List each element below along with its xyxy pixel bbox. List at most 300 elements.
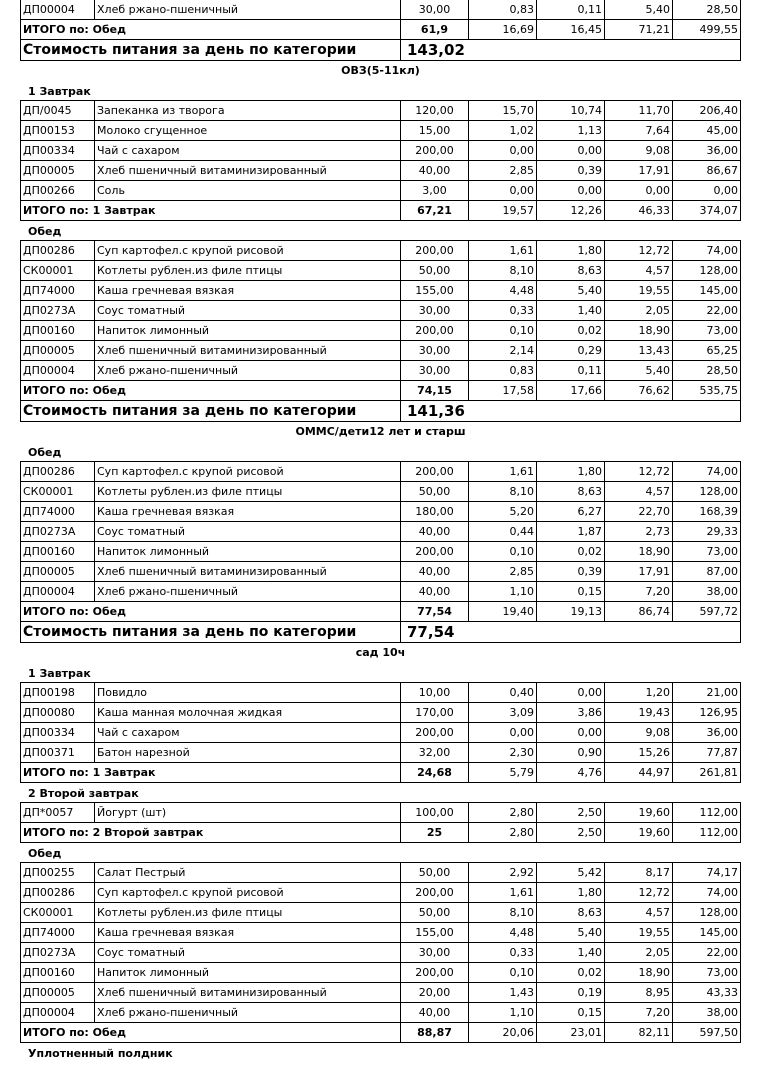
dish-portion: 155,00 — [401, 923, 469, 943]
dish-row — [21, 963, 741, 983]
dish-portion: 200,00 — [401, 963, 469, 983]
total-carbs: 44,97 — [605, 763, 673, 783]
dish-row — [21, 522, 741, 542]
total-price: 25 — [401, 823, 469, 843]
dish-calories: 22,00 — [673, 943, 741, 963]
dish-proteins: 0,40 — [469, 683, 537, 703]
total-label: ИТОГО по: 1 Завтрак — [21, 763, 401, 783]
meal-table — [20, 240, 741, 422]
dish-calories: 73,00 — [673, 963, 741, 983]
dish-proteins: 0,33 — [469, 943, 537, 963]
dish-portion: 40,00 — [401, 582, 469, 602]
dish-portion: 180,00 — [401, 502, 469, 522]
dish-proteins: 0,33 — [469, 301, 537, 321]
dish-row — [21, 462, 741, 482]
dish-row — [21, 582, 741, 602]
total-label: ИТОГО по: Обед — [21, 1023, 401, 1043]
dish-proteins: 4,48 — [469, 281, 537, 301]
dish-code: ДП00286 — [21, 883, 95, 903]
dish-calories: 74,00 — [673, 462, 741, 482]
dish-portion: 200,00 — [401, 883, 469, 903]
dish-calories: 43,33 — [673, 983, 741, 1003]
dish-portion: 120,00 — [401, 101, 469, 121]
dish-name: Повидло — [95, 683, 401, 703]
dish-portion: 15,00 — [401, 121, 469, 141]
dish-fats: 0,39 — [537, 562, 605, 582]
dish-carbs: 4,57 — [605, 903, 673, 923]
dish-name: Соль — [95, 181, 401, 201]
total-carbs: 86,74 — [605, 602, 673, 622]
dish-code: ДП00005 — [21, 161, 95, 181]
dish-calories: 0,00 — [673, 181, 741, 201]
dish-portion: 200,00 — [401, 542, 469, 562]
category-title: ОВЗ(5-11кл) — [341, 64, 420, 77]
meal-table — [20, 461, 741, 643]
dish-fats: 0,39 — [537, 161, 605, 181]
total-fats: 4,76 — [537, 763, 605, 783]
dish-row — [21, 863, 741, 883]
dish-calories: 74,00 — [673, 241, 741, 261]
dish-calories: 128,00 — [673, 903, 741, 923]
dish-carbs: 18,90 — [605, 963, 673, 983]
dish-carbs: 9,08 — [605, 723, 673, 743]
meal-title: 1 Завтрак — [28, 667, 91, 680]
meal-table — [20, 100, 741, 221]
dish-row — [21, 502, 741, 522]
dish-proteins: 2,80 — [469, 803, 537, 823]
dish-calories: 22,00 — [673, 301, 741, 321]
dish-calories: 126,95 — [673, 703, 741, 723]
dish-code: ДП74000 — [21, 502, 95, 522]
dish-calories: 36,00 — [673, 723, 741, 743]
total-row — [21, 763, 741, 783]
dish-calories: 36,00 — [673, 141, 741, 161]
total-calories: 535,75 — [673, 381, 741, 401]
dish-portion: 3,00 — [401, 181, 469, 201]
dish-fats: 8,63 — [537, 482, 605, 502]
dish-calories: 128,00 — [673, 261, 741, 281]
meal-title: Обед — [28, 225, 62, 238]
dish-fats: 0,00 — [537, 723, 605, 743]
dish-calories: 38,00 — [673, 1003, 741, 1023]
dish-code: ДП74000 — [21, 281, 95, 301]
dish-proteins: 1,10 — [469, 1003, 537, 1023]
category-section — [20, 643, 741, 1062]
dish-portion: 20,00 — [401, 983, 469, 1003]
dish-proteins: 0,00 — [469, 181, 537, 201]
dish-code: ДП00286 — [21, 462, 95, 482]
dish-carbs: 8,17 — [605, 863, 673, 883]
total-row — [21, 602, 741, 622]
dish-row — [21, 542, 741, 562]
dish-carbs: 12,72 — [605, 883, 673, 903]
dish-portion: 40,00 — [401, 522, 469, 542]
dish-code: ДП00371 — [21, 743, 95, 763]
dish-code: ДП0273А — [21, 522, 95, 542]
dish-carbs: 4,57 — [605, 261, 673, 281]
meal-table — [20, 802, 741, 843]
dish-calories: 77,87 — [673, 743, 741, 763]
dish-name: Каша гречневая вязкая — [95, 923, 401, 943]
dish-fats: 0,11 — [537, 361, 605, 381]
dish-carbs: 1,20 — [605, 683, 673, 703]
dish-row — [21, 141, 741, 161]
dish-proteins: 1,61 — [469, 462, 537, 482]
dish-carbs: 0,00 — [605, 181, 673, 201]
total-label: ИТОГО по: Обед — [21, 20, 401, 40]
dish-name: Хлеб пшеничный витаминизированный — [95, 562, 401, 582]
total-fats: 16,45 — [537, 20, 605, 40]
dish-carbs: 4,57 — [605, 482, 673, 502]
dish-proteins: 5,20 — [469, 502, 537, 522]
total-calories: 112,00 — [673, 823, 741, 843]
dish-carbs: 12,72 — [605, 241, 673, 261]
dish-portion: 30,00 — [401, 943, 469, 963]
total-price: 88,87 — [401, 1023, 469, 1043]
dish-fats: 10,74 — [537, 101, 605, 121]
dish-fats: 0,90 — [537, 743, 605, 763]
dish-row — [21, 281, 741, 301]
total-price: 67,21 — [401, 201, 469, 221]
dish-name: Каша манная молочная жидкая — [95, 703, 401, 723]
dish-proteins: 0,83 — [469, 0, 537, 20]
dish-proteins: 2,85 — [469, 161, 537, 181]
dish-code: ДП00153 — [21, 121, 95, 141]
dish-carbs: 12,72 — [605, 462, 673, 482]
dish-proteins: 0,00 — [469, 723, 537, 743]
category-title: сад 10ч — [355, 646, 406, 659]
dish-code: ДП00160 — [21, 963, 95, 983]
dish-name: Хлеб ржано-пшеничный — [95, 1003, 401, 1023]
dish-carbs: 2,73 — [605, 522, 673, 542]
dish-code: ДП00004 — [21, 582, 95, 602]
daily-cost-label: Стоимость питания за день по категории — [21, 622, 401, 643]
dish-portion: 50,00 — [401, 903, 469, 923]
dish-code: ДП00004 — [21, 361, 95, 381]
total-proteins: 2,80 — [469, 823, 537, 843]
dish-carbs: 7,64 — [605, 121, 673, 141]
total-row — [21, 20, 741, 40]
dish-name: Котлеты рублен.из филе птицы — [95, 903, 401, 923]
dish-code: ДП00005 — [21, 983, 95, 1003]
dish-fats: 1,87 — [537, 522, 605, 542]
dish-row — [21, 743, 741, 763]
total-price: 24,68 — [401, 763, 469, 783]
total-carbs: 76,62 — [605, 381, 673, 401]
total-carbs: 82,11 — [605, 1023, 673, 1043]
total-row — [21, 201, 741, 221]
dish-code: ДП/0045 — [21, 101, 95, 121]
daily-cost-row — [21, 622, 741, 643]
dish-code: ДП00266 — [21, 181, 95, 201]
meal-title: Обед — [28, 446, 62, 459]
dish-carbs: 18,90 — [605, 542, 673, 562]
dish-row — [21, 983, 741, 1003]
category-title: ОММС/дети12 лет и старш — [295, 425, 466, 438]
category-section — [20, 422, 741, 643]
total-label: ИТОГО по: 2 Второй завтрак — [21, 823, 401, 843]
dish-name: Чай с сахаром — [95, 723, 401, 743]
total-label: ИТОГО по: Обед — [21, 602, 401, 622]
daily-cost-value: 77,54 — [401, 622, 741, 643]
dish-calories: 145,00 — [673, 923, 741, 943]
dish-row — [21, 723, 741, 743]
dish-fats: 1,40 — [537, 943, 605, 963]
dish-calories: 128,00 — [673, 482, 741, 502]
total-calories: 499,55 — [673, 20, 741, 40]
dish-calories: 73,00 — [673, 542, 741, 562]
dish-fats: 2,50 — [537, 803, 605, 823]
dish-fats: 5,40 — [537, 923, 605, 943]
total-price: 74,15 — [401, 381, 469, 401]
dish-fats: 0,02 — [537, 963, 605, 983]
dish-calories: 65,25 — [673, 341, 741, 361]
total-carbs: 19,60 — [605, 823, 673, 843]
dish-portion: 200,00 — [401, 462, 469, 482]
daily-cost-value: 141,36 — [401, 401, 741, 422]
meal-title: Уплотненный полдник — [28, 1047, 173, 1060]
dish-fats: 0,11 — [537, 0, 605, 20]
dish-name: Хлеб ржано-пшеничный — [95, 0, 401, 20]
dish-row — [21, 943, 741, 963]
dish-proteins: 8,10 — [469, 903, 537, 923]
total-label: ИТОГО по: 1 Завтрак — [21, 201, 401, 221]
dish-name: Чай с сахаром — [95, 141, 401, 161]
category-section — [20, 0, 741, 61]
dish-portion: 50,00 — [401, 863, 469, 883]
dish-name: Котлеты рублен.из филе птицы — [95, 261, 401, 281]
total-calories: 374,07 — [673, 201, 741, 221]
dish-code: ДП00080 — [21, 703, 95, 723]
dish-proteins: 2,85 — [469, 562, 537, 582]
daily-cost-value: 143,02 — [401, 40, 741, 61]
dish-carbs: 2,05 — [605, 301, 673, 321]
dish-row — [21, 562, 741, 582]
dish-fats: 1,80 — [537, 883, 605, 903]
meal-table — [20, 0, 741, 61]
dish-calories: 112,00 — [673, 803, 741, 823]
dish-fats: 3,86 — [537, 703, 605, 723]
dish-code: СК00001 — [21, 482, 95, 502]
dish-portion: 100,00 — [401, 803, 469, 823]
dish-proteins: 8,10 — [469, 261, 537, 281]
dish-proteins: 15,70 — [469, 101, 537, 121]
dish-fats: 1,80 — [537, 241, 605, 261]
dish-code: СК00001 — [21, 261, 95, 281]
dish-code: СК00001 — [21, 903, 95, 923]
dish-fats: 1,13 — [537, 121, 605, 141]
dish-fats: 1,80 — [537, 462, 605, 482]
dish-carbs: 15,26 — [605, 743, 673, 763]
dish-name: Батон нарезной — [95, 743, 401, 763]
dish-name: Суп картофел.с крупой рисовой — [95, 462, 401, 482]
total-label: ИТОГО по: Обед — [21, 381, 401, 401]
dish-portion: 200,00 — [401, 141, 469, 161]
dish-row — [21, 361, 741, 381]
total-proteins: 19,40 — [469, 602, 537, 622]
dish-proteins: 1,43 — [469, 983, 537, 1003]
dish-portion: 32,00 — [401, 743, 469, 763]
dish-calories: 86,67 — [673, 161, 741, 181]
total-fats: 12,26 — [537, 201, 605, 221]
dish-name: Котлеты рублен.из филе птицы — [95, 482, 401, 502]
dish-name: Хлеб ржано-пшеничный — [95, 361, 401, 381]
dish-fats: 0,00 — [537, 181, 605, 201]
dish-code: ДП0273А — [21, 943, 95, 963]
dish-code: ДП00160 — [21, 321, 95, 341]
total-row — [21, 381, 741, 401]
category-section — [20, 61, 741, 422]
dish-name: Соус томатный — [95, 522, 401, 542]
dish-carbs: 17,91 — [605, 161, 673, 181]
dish-portion: 40,00 — [401, 161, 469, 181]
dish-fats: 8,63 — [537, 261, 605, 281]
dish-fats: 0,19 — [537, 983, 605, 1003]
total-fats: 19,13 — [537, 602, 605, 622]
dish-code: ДП00255 — [21, 863, 95, 883]
dish-carbs: 7,20 — [605, 1003, 673, 1023]
dish-row — [21, 683, 741, 703]
total-proteins: 20,06 — [469, 1023, 537, 1043]
menu-report — [20, 0, 741, 1062]
dish-portion: 30,00 — [401, 341, 469, 361]
meal-title: Обед — [28, 847, 62, 860]
dish-code: ДП00334 — [21, 141, 95, 161]
total-proteins: 16,69 — [469, 20, 537, 40]
dish-name: Салат Пестрый — [95, 863, 401, 883]
dish-carbs: 5,40 — [605, 0, 673, 20]
dish-row — [21, 803, 741, 823]
dish-name: Суп картофел.с крупой рисовой — [95, 883, 401, 903]
dish-portion: 200,00 — [401, 241, 469, 261]
dish-portion: 170,00 — [401, 703, 469, 723]
dish-row — [21, 703, 741, 723]
dish-proteins: 0,44 — [469, 522, 537, 542]
dish-row — [21, 482, 741, 502]
dish-proteins: 1,02 — [469, 121, 537, 141]
meal-table — [20, 862, 741, 1043]
daily-cost-label: Стоимость питания за день по категории — [21, 401, 401, 422]
dish-fats: 0,00 — [537, 683, 605, 703]
dish-row — [21, 883, 741, 903]
dish-portion: 155,00 — [401, 281, 469, 301]
dish-carbs: 9,08 — [605, 141, 673, 161]
dish-carbs: 17,91 — [605, 562, 673, 582]
daily-cost-row — [21, 401, 741, 422]
dish-code: ДП00286 — [21, 241, 95, 261]
total-proteins: 5,79 — [469, 763, 537, 783]
dish-carbs: 7,20 — [605, 582, 673, 602]
dish-code: ДП00004 — [21, 1003, 95, 1023]
total-carbs: 46,33 — [605, 201, 673, 221]
dish-fats: 5,40 — [537, 281, 605, 301]
dish-proteins: 2,30 — [469, 743, 537, 763]
dish-row — [21, 241, 741, 261]
dish-fats: 1,40 — [537, 301, 605, 321]
dish-calories: 28,50 — [673, 361, 741, 381]
total-row — [21, 823, 741, 843]
daily-cost-label: Стоимость питания за день по категории — [21, 40, 401, 61]
dish-proteins: 1,10 — [469, 582, 537, 602]
daily-cost-row — [21, 40, 741, 61]
dish-carbs: 18,90 — [605, 321, 673, 341]
dish-portion: 40,00 — [401, 562, 469, 582]
dish-row — [21, 161, 741, 181]
dish-calories: 168,39 — [673, 502, 741, 522]
dish-portion: 200,00 — [401, 321, 469, 341]
dish-calories: 73,00 — [673, 321, 741, 341]
total-calories: 261,81 — [673, 763, 741, 783]
dish-name: Соус томатный — [95, 301, 401, 321]
dish-proteins: 0,10 — [469, 963, 537, 983]
dish-name: Напиток лимонный — [95, 542, 401, 562]
total-price: 77,54 — [401, 602, 469, 622]
dish-portion: 30,00 — [401, 0, 469, 20]
dish-calories: 21,00 — [673, 683, 741, 703]
dish-row — [21, 903, 741, 923]
dish-code: ДП*0057 — [21, 803, 95, 823]
dish-proteins: 8,10 — [469, 482, 537, 502]
dish-proteins: 2,14 — [469, 341, 537, 361]
dish-name: Напиток лимонный — [95, 321, 401, 341]
dish-code: ДП00160 — [21, 542, 95, 562]
dish-code: ДП00334 — [21, 723, 95, 743]
total-proteins: 17,58 — [469, 381, 537, 401]
dish-code: ДП00004 — [21, 0, 95, 20]
dish-portion: 200,00 — [401, 723, 469, 743]
dish-proteins: 0,10 — [469, 542, 537, 562]
total-price: 61,9 — [401, 20, 469, 40]
dish-carbs: 22,70 — [605, 502, 673, 522]
dish-name: Молоко сгущенное — [95, 121, 401, 141]
dish-row — [21, 121, 741, 141]
dish-fats: 0,02 — [537, 542, 605, 562]
dish-calories: 29,33 — [673, 522, 741, 542]
meal-table — [20, 682, 741, 783]
dish-row — [21, 101, 741, 121]
dish-name: Запеканка из творога — [95, 101, 401, 121]
total-calories: 597,50 — [673, 1023, 741, 1043]
dish-fats: 0,29 — [537, 341, 605, 361]
dish-name: Хлеб пшеничный витаминизированный — [95, 341, 401, 361]
dish-name: Каша гречневая вязкая — [95, 281, 401, 301]
dish-name: Каша гречневая вязкая — [95, 502, 401, 522]
dish-proteins: 1,61 — [469, 883, 537, 903]
dish-calories: 74,00 — [673, 883, 741, 903]
dish-fats: 0,00 — [537, 141, 605, 161]
dish-carbs: 19,55 — [605, 281, 673, 301]
dish-portion: 10,00 — [401, 683, 469, 703]
dish-name: Соус томатный — [95, 943, 401, 963]
total-calories: 597,72 — [673, 602, 741, 622]
dish-row — [21, 341, 741, 361]
dish-fats: 6,27 — [537, 502, 605, 522]
dish-row — [21, 0, 741, 20]
total-row — [21, 1023, 741, 1043]
dish-name: Хлеб пшеничный витаминизированный — [95, 161, 401, 181]
dish-fats: 8,63 — [537, 903, 605, 923]
dish-portion: 50,00 — [401, 261, 469, 281]
dish-row — [21, 301, 741, 321]
dish-carbs: 19,55 — [605, 923, 673, 943]
dish-proteins: 0,10 — [469, 321, 537, 341]
dish-carbs: 8,95 — [605, 983, 673, 1003]
dish-calories: 74,17 — [673, 863, 741, 883]
dish-calories: 38,00 — [673, 582, 741, 602]
dish-row — [21, 181, 741, 201]
total-proteins: 19,57 — [469, 201, 537, 221]
dish-code: ДП00198 — [21, 683, 95, 703]
